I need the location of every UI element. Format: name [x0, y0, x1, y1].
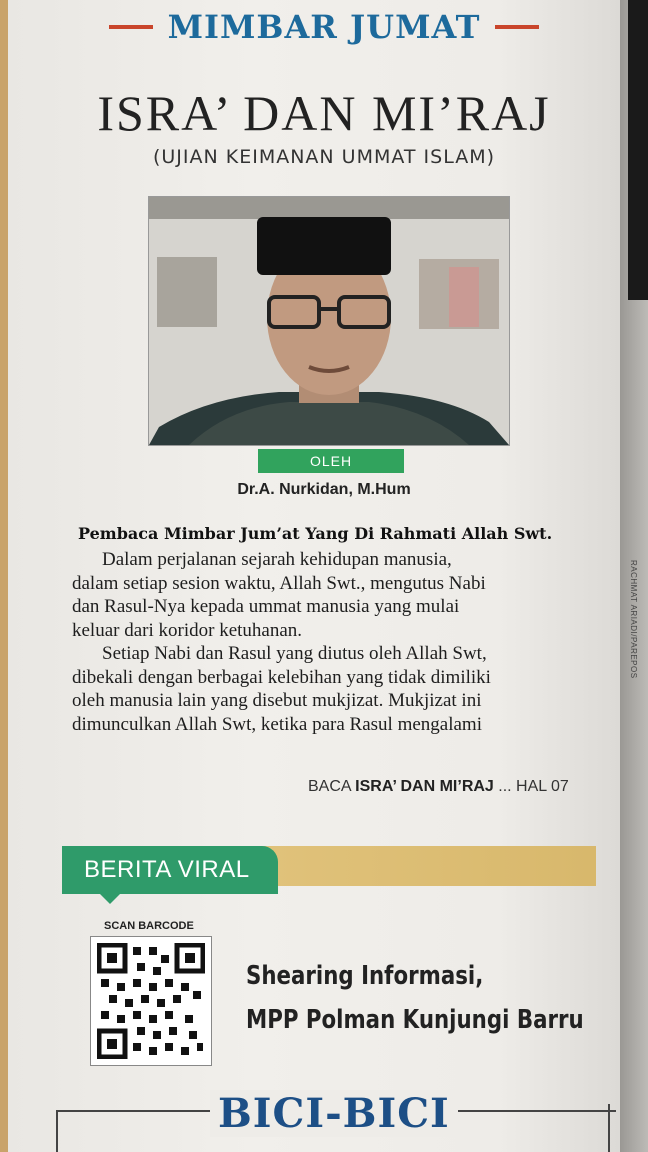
headline-line: MPP Polman Kunjungi Barru: [246, 1005, 584, 1035]
continue-title: ISRA’ DAN MI’RAJ: [355, 778, 494, 795]
section-tab-pointer: [100, 894, 120, 904]
bottom-rule-left: [56, 1110, 58, 1152]
article-subtitle: (UJIAN KEIMANAN UMMAT ISLAM): [152, 146, 496, 168]
section-tab: [62, 846, 278, 894]
rubric-header: [0, 8, 648, 46]
body-line: Setiap Nabi dan Rasul yang diutus oleh Allah Swt,: [102, 643, 487, 664]
body-line: oleh manusia lain yang disebut mukjizat. Mukjizat ini: [72, 690, 482, 711]
body-line: dan Rasul-Nya kepada ummat manusia yang mulai: [72, 596, 460, 617]
body-line: Dalam perjalanan sejarah kehidupan manusia,: [102, 549, 452, 570]
article-title: ISRA’ DAN MI’RAJ: [97, 85, 551, 141]
qr-code-icon: [97, 943, 205, 1059]
rubric-label: MIMBAR JUMAT: [167, 8, 481, 46]
byline-label: OLEH: [258, 449, 404, 473]
photo-credit: [624, 560, 644, 700]
news-headline: [246, 954, 584, 1042]
headline-line: Shearing Informasi,: [246, 961, 484, 991]
rubric-rule-right: [495, 25, 539, 29]
scan-label: SCAN BARCODE: [104, 920, 194, 932]
author-photo: [148, 196, 510, 446]
author-name: Dr.A. Nurkidan, M.Hum: [237, 481, 411, 498]
continue-prefix: BACA: [308, 778, 356, 795]
article-body: [72, 548, 590, 736]
continue-suffix: ... HAL 07: [493, 778, 569, 795]
body-line: dibekali dengan berbagai kelebihan yang tidak dimiliki: [72, 666, 491, 688]
photo-credit-text: RACHMAT ARIADI/PAREPOS: [629, 560, 638, 679]
body-line: dalam setiap sesion waktu, Allah Swt., mengutus Nabi: [72, 572, 486, 594]
qr-code: [90, 936, 212, 1066]
body-line: dimunculkan Allah Swt, ketika para Rasul mengalami: [72, 713, 482, 735]
bottom-rule-right: [608, 1104, 610, 1152]
section-tab-label: BERITA VIRAL: [84, 856, 250, 883]
continue-notice: [308, 778, 569, 796]
body-line: keluar dari koridor ketuhanan.: [72, 619, 303, 641]
bottom-section-title: BICI-BICI: [210, 1090, 458, 1137]
rubric-rule-left: [109, 25, 153, 29]
article-greeting: Pembaca Mimbar Jum’at Yang Di Rahmati Allah Swt.: [78, 524, 553, 543]
